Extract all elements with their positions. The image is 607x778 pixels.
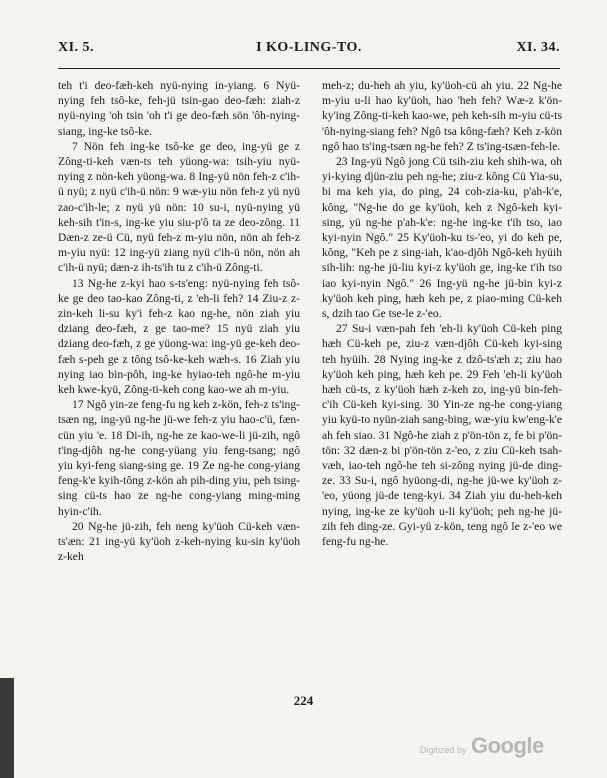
- header-right-reference: XI. 34.: [516, 40, 560, 55]
- header-book-title: I KO-LING-TO.: [256, 40, 362, 55]
- paragraph: 7 Nön feh ing-ke tsô-ke ge deo, ing-yü ge z Zông-ti-keh væn-ts teh yüong-wa: tsih-yiu nyü-nying z nön-keh yüong-wa. 8 Ing-yü nön feh-z c'ih-ü nyü; z nyü c'ih-ü nön: 9 wæ-yiu nön feh-z yü nyü zao-c'ih-le; z nyü yü nön: 10 su-i, nyü-nying yü keh-sih t'in-s, ing-ke yiu siu-p'ô ta ze deo-zông. 11 Dæn-z ze-ü Cü, nyü feh-z m-yiu nön, nön ah feh-z m-yiu nyü: 12 ing-yü ziang nyü c'ih-ü nön, nön ah c'ih-ü nyü; dæn-z ih-ts'ih tu z c'ih-ü Zông-ti.: [58, 139, 300, 275]
- paragraph: 20 Ng-he jü-zih, feh neng ky'üoh Cü-keh væn-ts'æn: 21 ing-yü ky'üoh z-keh-nying ku-sin ky'üoh z-keh: [58, 519, 300, 564]
- running-header: [58, 40, 560, 64]
- paragraph: 23 Ing-yü Ngô jong Cü tsih-ziu keh shih-wa, oh yi-kying djün-ziu peh ng-he; ziu-z kông Cü Yia-su, bi ma keh yia, do ping, 24 coh-zia-ku, p'ah-k'e, kông, "Ng-he do ge ky'üoh, keh z Ngô-keh kyi-sing, yü ng-he p'ah-k'e: ng-he ing-ke t'ih tso, iao kyi-nyin Ngô." 25 Ky'üoh-ku ts-'eo, yi do keh pe, kông, "Keh pe z sing-iah, k'ao-djôh Ngô-keh hyüih sih-lih: ng-he jü-liu kyi-z ky'üoh ge, ing-ke t'ih tso iao kyi-nyin Ngô." 26 Ing-yü ng-he jü-bin kyi-z ky'üoh keh ping, hæh keh pe, z piao-ming Cü-keh s, dzih tao Ge tse-le z-'eo.: [322, 155, 562, 321]
- right-text-column: [322, 78, 562, 668]
- header-left-reference: XI. 5.: [58, 40, 95, 55]
- digitized-watermark: [420, 733, 544, 759]
- page-number: 224: [293, 693, 314, 708]
- paragraph: 13 Ng-he z-kyi hao s-ts'eng: nyü-nying feh tsô-ke ge deo tao-kao Zông-ti, z 'eh-li feh? 14 Ziu-z z-zin-keh li-su ky'i feh-z kao ng-he, nön ziah yiu dziang deo-fæh, z ge tao-me? 15 nyü ziah yiu dziang deo-fæh, z ge yüong-wa: ing-yü ge-keh deo-fæh s-peh ge z tông tsô-ke-keh wæh-s. 16 Ziah yiu nying iao bin-pôh, ing-ke hyiao-teh ngô-he m-yiu keh kwe-kyü, Zông-ti-keh cong kao-we ah m-yiu.: [58, 276, 300, 397]
- paragraph: 27 Su-i væn-pah feh 'eh-li ky'üoh Cü-keh ping hæh Cü-keh pe, ziu-z væn-djôh Cü-keh kyi-sing teh hyüih. 28 Nying ing-ke z dzô-ts'æh z; ziu hao ky'üoh keh ping, hæh keh pe. 29 Feh 'eh-li ky'üoh hæh cü-ts, z ky'üoh hæh z-keh zo, ing-yü bin-feh-c'ih Cü-keh kyi-sing. 30 Yin-ze ng-he cong-yiang yiu kyü-to nyün-ziah sang-bing, wæ-yiu kw'eng-k'e ah feh siao. 31 Ngô-he ziah z p'ön-tön z, fe bi p'ön-tön: 32 dæn-z bi p'ön-tön z-'eo, z ziu Cü-keh tsah-væh, iao-teh ngô-he teh si-zông nying jü-de ding-ze. 33 Su-i, ngô hyüong-di, ng-he jü-we ky'üoh z-'eo, yüong jü-de teng-kyi. 34 Ziah yiu du-heh-keh nying, ing-ke ze ky'üoh u-li ky'üoh; peh ng-he jü-zih feh ding-ze. Gyi-yü z-kön, teng ngô le z-'eo we feng-fu ng-he.: [322, 322, 562, 549]
- header-rule: [58, 68, 560, 69]
- scan-edge-shadow: [0, 678, 14, 778]
- paragraph: meh-z; du-heh ah yiu, ky'üoh-cü ah yiu. 22 Ng-he m-yiu u-li hao ky'üoh, hao 'heh feh? Wæ-z k'ön-ky'ing Zông-ti-keh kao-we, peh keh-sih m-yiu cü-ts 'ôh-nying-siang feh? Ngô tsa kông-fæh? Keh z-kön ngô hao ts'ing-tsæn ng-he feh? Z ts'ing-tsæn-feh-le.: [322, 79, 562, 153]
- paragraph: teh t'i deo-fæh-keh nyü-nying in-yiang. 6 Nyü-nying feh tsô-ke, feh-jü tsin-gao deo-fæh: ziah-z nyü-nying 'oh tsin 'oh t'i ge deo-fæh sön 'ôh-nying-siang, ing-ke tsô-ke.: [58, 79, 300, 138]
- paragraph: 17 Ngô yin-ze feng-fu ng keh z-kön, feh-z ts'ing-tsæn ng, ing-yü ng-he jü-we feh-z yiu hao-c'ü, fæn-cün yiu 'e. 18 Di-ih, ng-he ze kao-we-li jü-zih, ngô t'ing-djôh ng-he cong-yüang yiu feng-tsang; ngô yiu kyi-feng siang-sing ge. 19 Ze ng-he cong-yiang feng-k'e kyih-tông z-kön ah pih-ding yiu, peh tsing-sing cü-ts hao ze ng-he cong-yiang ming-ming hyin-c'ih.: [58, 398, 300, 518]
- left-text-column: [58, 78, 300, 668]
- watermark-brand: Google: [470, 733, 544, 758]
- watermark-prefix: Digitized by: [420, 745, 467, 755]
